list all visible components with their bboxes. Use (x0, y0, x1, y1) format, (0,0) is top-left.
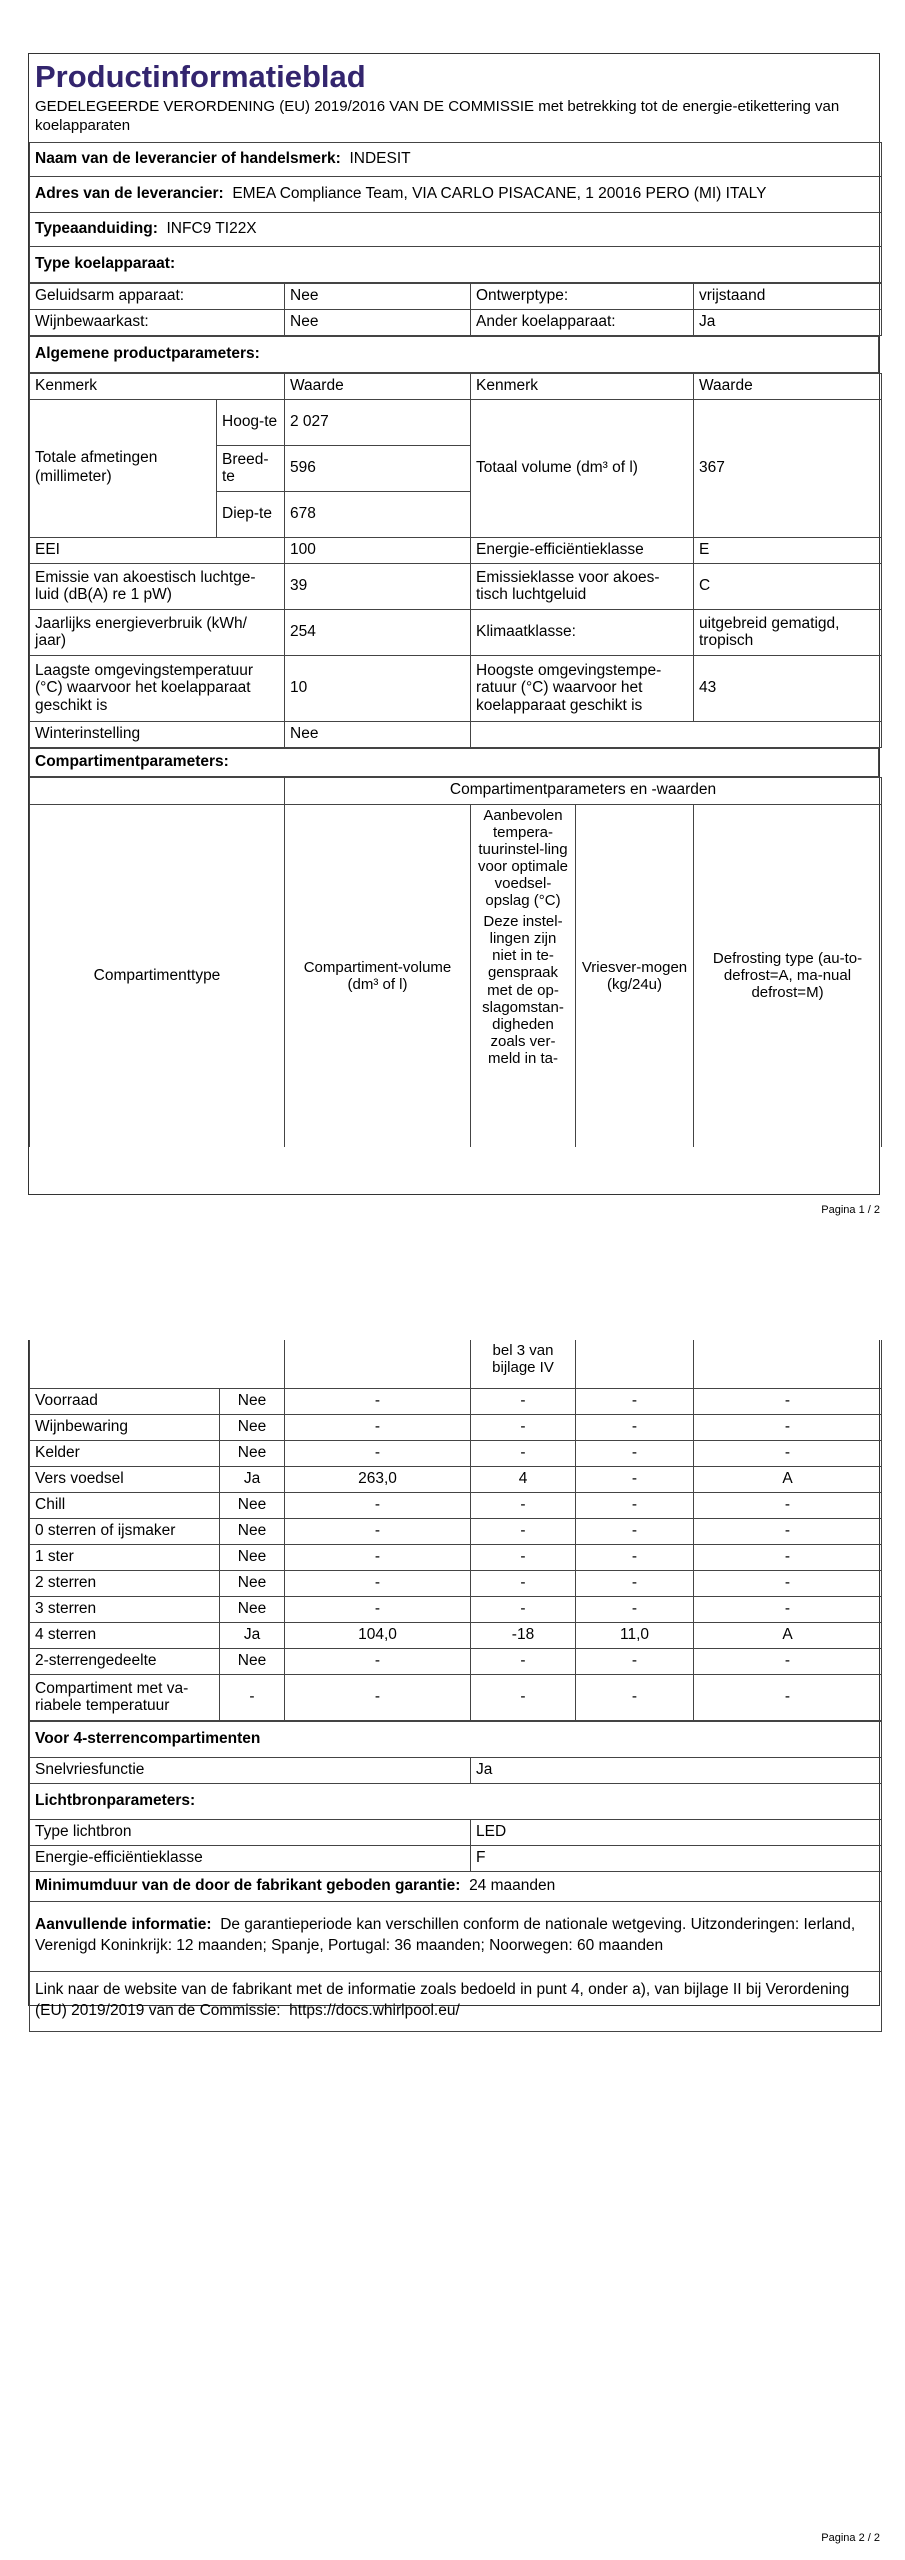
compartment-defrost: - (694, 1596, 882, 1622)
model-value: INFC9 TI22X (166, 219, 257, 237)
compartment-type: Compartiment met va-riabele temperatuur (30, 1674, 220, 1720)
col-value-1: Waarde (285, 373, 471, 399)
design-label: Ontwerptype: (471, 283, 694, 309)
col-defrosting-type: Defrosting type (au-to-defrost=A, ma-nual defrost=M) (694, 804, 882, 1147)
dimensions-label: Totale afmetingen (millimeter) (30, 399, 217, 537)
compartment-type: 1 ster (30, 1544, 220, 1570)
compartment-type: Kelder (30, 1440, 220, 1466)
compartment-heading-table (29, 748, 879, 777)
col-freezing-capacity: Vriesver-mogen (kg/24u) (576, 804, 694, 1147)
light-class-label: Energie-efficiëntieklasse (30, 1845, 471, 1871)
compartment-present: - (220, 1674, 285, 1720)
eei-value: 100 (285, 537, 471, 563)
other-label: Ander koelapparaat: (471, 309, 694, 335)
consumption-value: 254 (285, 609, 471, 655)
compartment-defrost: - (694, 1492, 882, 1518)
design-value: vrijstaand (694, 283, 882, 309)
compartment-temp: - (471, 1674, 576, 1720)
compartment-present: Nee (220, 1596, 285, 1622)
col-compartment-volume: Compartiment-volume (dm³ of l) (285, 804, 471, 1147)
climate-label: Klimaatklasse: (471, 609, 694, 655)
compartment-freeze: - (576, 1648, 694, 1674)
compartment-defrost: - (694, 1648, 882, 1674)
compartment-volume: - (285, 1674, 471, 1720)
compartment-volume: - (285, 1388, 471, 1414)
compartment-temp: - (471, 1648, 576, 1674)
compartment-type: Wijnbewaring (30, 1414, 220, 1440)
compartment-row (30, 1544, 882, 1570)
col-value-2: Waarde (694, 373, 882, 399)
fast-freeze-value: Ja (471, 1757, 882, 1783)
width-label: Breed-te (217, 445, 285, 491)
compartment-present: Ja (220, 1466, 285, 1492)
compartment-volume: - (285, 1648, 471, 1674)
compartment-defrost: - (694, 1388, 882, 1414)
model-label: Typeaanduiding: (35, 219, 158, 237)
warranty-label: Minimumduur van de door de fabrikant geboden garantie: (35, 1876, 461, 1894)
compartment-volume: - (285, 1492, 471, 1518)
compartment-heading: Compartimentparameters: (30, 748, 879, 776)
manufacturer-link-url[interactable]: https://docs.whirlpool.eu/ (289, 2002, 460, 2019)
compartment-defrost: A (694, 1622, 882, 1648)
compartment-temp: - (471, 1440, 576, 1466)
compartment-defrost: - (694, 1440, 882, 1466)
compartment-freeze: - (576, 1570, 694, 1596)
compartment-present: Nee (220, 1518, 285, 1544)
page-number-1: Pagina 1 / 2 (821, 1204, 880, 1216)
page-2 (28, 1340, 880, 2019)
wine-label: Wijnbewaarkast: (30, 309, 285, 335)
compartment-type: Chill (30, 1492, 220, 1518)
low-noise-value: Nee (285, 283, 471, 309)
eei-label: EEI (30, 537, 285, 563)
compartment-present: Nee (220, 1414, 285, 1440)
compartment-row (30, 1492, 882, 1518)
compartment-type: Voorraad (30, 1388, 220, 1414)
noise-class-label: Emissieklasse voor akoes-tisch luchtgeluid (471, 563, 694, 609)
compartment-temp: 4 (471, 1466, 576, 1492)
compartment-type: 0 sterren of ijsmaker (30, 1518, 220, 1544)
compartment-row (30, 1466, 882, 1492)
additional-info-label: Aanvullende informatie: (35, 1916, 212, 1934)
height-value: 2 027 (285, 399, 471, 445)
col-compartment-type: Compartimenttype (30, 804, 285, 1147)
compartment-type: 2-sterrengedeelte (30, 1648, 220, 1674)
supplier-name-label: Naam van de leverancier of handelsmerk: (35, 149, 341, 167)
consumption-label: Jaarlijks energieverbruik (kWh/ jaar) (30, 609, 285, 655)
compartment-volume: - (285, 1570, 471, 1596)
supplier-table (29, 142, 882, 283)
min-temp-value: 10 (285, 655, 471, 721)
energy-class-label: Energie-efficiëntieklasse (471, 537, 694, 563)
compartment-present: Nee (220, 1492, 285, 1518)
compartment-temp: - (471, 1492, 576, 1518)
compartment-temp: - (471, 1596, 576, 1622)
compartment-defrost: - (694, 1570, 882, 1596)
compartment-volume: - (285, 1518, 471, 1544)
col-feature-1: Kenmerk (30, 373, 285, 399)
compartment-present: Nee (220, 1648, 285, 1674)
fast-freeze-label: Snelvriesfunctie (30, 1757, 471, 1783)
compartment-type: 2 sterren (30, 1570, 220, 1596)
compartment-defrost: - (694, 1674, 882, 1720)
compartment-row (30, 1674, 882, 1720)
compartment-temp: - (471, 1544, 576, 1570)
compartment-present: Nee (220, 1544, 285, 1570)
noise-label: Emissie van akoestisch luchtge-luid (dB(A) re 1 pW) (30, 563, 285, 609)
compartment-volume: - (285, 1596, 471, 1622)
compartment-defrost: - (694, 1544, 882, 1570)
compartment-row (30, 1388, 882, 1414)
compartment-defrost: - (694, 1518, 882, 1544)
compartment-row (30, 1440, 882, 1466)
noise-value: 39 (285, 563, 471, 609)
compartment-row (30, 1622, 882, 1648)
compartment-freeze: - (576, 1388, 694, 1414)
type-table (29, 283, 882, 336)
supplier-address-label: Adres van de leverancier: (35, 184, 224, 202)
max-temp-label: Hoogste omgevingstempe-ratuur (°C) waarvoor het koelapparaat geschikt is (471, 655, 694, 721)
compartment-freeze: - (576, 1596, 694, 1622)
supplier-name-value: INDESIT (349, 149, 411, 167)
compartment-freeze: - (576, 1544, 694, 1570)
min-temp-label: Laagste omgevingstemperatuur (°C) waarvoor het koelapparaat geschikt is (30, 655, 285, 721)
low-noise-label: Geluidsarm apparaat: (30, 283, 285, 309)
height-label: Hoog-te (217, 399, 285, 445)
compartment-temp: - (471, 1570, 576, 1596)
compartment-row (30, 1596, 882, 1622)
four-star-heading: Voor 4-sterrencompartimenten (30, 1721, 882, 1757)
width-value: 596 (285, 445, 471, 491)
compartment-volume: 263,0 (285, 1466, 471, 1492)
compartment-row (30, 1648, 882, 1674)
compartment-group-header: Compartimentparameters en -waarden (285, 777, 882, 804)
col-recommended-temp: Aanbevolen tempera-tuurinstel-ling voor optimale voedsel-opslag (°C) Deze instel-lingen zijn niet in te-genspraak met de op-slagomstan-digheden zoals ver-meld in ta- (471, 804, 576, 1147)
general-heading: Algemene productparameters: (30, 336, 879, 372)
other-value: Ja (694, 309, 882, 335)
compartment-volume: 104,0 (285, 1622, 471, 1648)
compartment-present: Ja (220, 1622, 285, 1648)
compartment-volume: - (285, 1440, 471, 1466)
type-heading: Type koelapparaat: (30, 246, 882, 282)
compartment-freeze: 11,0 (576, 1622, 694, 1648)
warranty-value: 24 maanden (469, 1876, 556, 1894)
volume-label: Totaal volume (dm³ of l) (471, 399, 694, 537)
depth-label: Diep-te (217, 491, 285, 537)
page-title: Productinformatieblad (35, 59, 366, 94)
compartment-present: Nee (220, 1440, 285, 1466)
compartment-volume: - (285, 1544, 471, 1570)
compartment-freeze: - (576, 1674, 694, 1720)
four-star-table (29, 1721, 882, 2032)
noise-class-value: C (694, 563, 882, 609)
volume-value: 367 (694, 399, 882, 537)
max-temp-value: 43 (694, 655, 882, 721)
compartment-defrost: A (694, 1466, 882, 1492)
additional-info-text: De garantieperiode kan verschillen conform de nationale wetgeving. Uitzonderingen: Ierland, Verenigd Koninkrijk: 12 maanden; Spanje, Portugal: 36 maanden; Noorwegen: 60 maanden (35, 1916, 856, 1954)
compartment-volume: - (285, 1414, 471, 1440)
general-heading-table (29, 336, 879, 373)
compartment-freeze: - (576, 1414, 694, 1440)
compartment-freeze: - (576, 1518, 694, 1544)
depth-value: 678 (285, 491, 471, 537)
compartment-type: 3 sterren (30, 1596, 220, 1622)
compartment-type: Vers voedsel (30, 1466, 220, 1492)
col-feature-2: Kenmerk (471, 373, 694, 399)
regulation-text: GEDELEGEERDE VERORDENING (EU) 2019/2016 VAN DE COMMISSIE met betrekking tot de energie-etikettering van koelapparaten (35, 98, 840, 135)
page-number-2: Pagina 2 / 2 (821, 2532, 880, 2544)
light-heading: Lichtbronparameters: (30, 1783, 882, 1819)
light-class-value: F (471, 1845, 882, 1871)
compartment-present: Nee (220, 1388, 285, 1414)
compartment-freeze: - (576, 1440, 694, 1466)
col-recommended-temp-cont: bel 3 van bijlage IV (471, 1340, 576, 1388)
energy-class-value: E (694, 537, 882, 563)
compartment-row (30, 1570, 882, 1596)
compartment-freeze: - (576, 1466, 694, 1492)
compartment-temp: -18 (471, 1622, 576, 1648)
compartment-header-table (29, 777, 882, 1148)
compartment-temp: - (471, 1414, 576, 1440)
page-1 (28, 53, 880, 1195)
compartment-defrost: - (694, 1414, 882, 1440)
wine-value: Nee (285, 309, 471, 335)
compartment-temp: - (471, 1388, 576, 1414)
winter-value: Nee (285, 721, 471, 747)
compartment-freeze: - (576, 1492, 694, 1518)
compartment-temp: - (471, 1518, 576, 1544)
winter-label: Winterinstelling (30, 721, 285, 747)
supplier-address-value: EMEA Compliance Team, VIA CARLO PISACANE, 1 20016 PERO (MI) ITALY (232, 184, 767, 202)
light-type-value: LED (471, 1819, 882, 1845)
light-type-label: Type lichtbron (30, 1819, 471, 1845)
compartment-continued-table (29, 1340, 882, 1721)
compartment-row (30, 1414, 882, 1440)
climate-value: uitgebreid gematigd, tropisch (694, 609, 882, 655)
compartment-type: 4 sterren (30, 1622, 220, 1648)
general-params-table (29, 373, 882, 748)
manufacturer-link-text: Link naar de website van de fabrikant met de informatie zoals bedoeld in punt 4, onder a), van bijlage II bij Verordening (EU) 2019/2019 van de Commissie: (35, 1981, 850, 2019)
compartment-present: Nee (220, 1570, 285, 1596)
compartment-row (30, 1518, 882, 1544)
